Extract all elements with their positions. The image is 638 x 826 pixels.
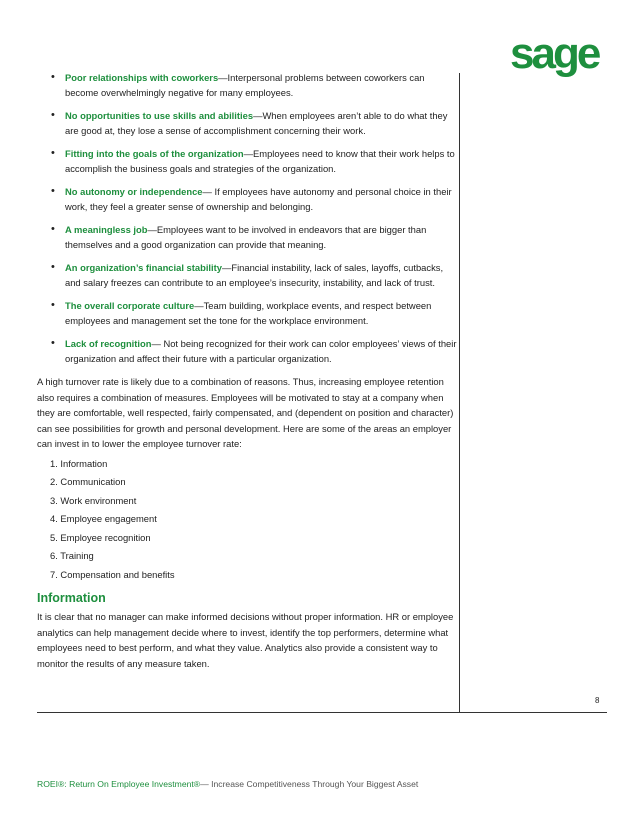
bullet-text: — Not being recognized for their work can color employees’ views of their organization and affect their future with a particular organization. bbox=[65, 338, 457, 364]
bullet-item bbox=[37, 260, 457, 290]
area-item: 3. Work environment bbox=[50, 494, 137, 506]
bullet-term: An organization’s financial stability bbox=[65, 262, 222, 273]
section-body: It is clear that no manager can make informed decisions without proper information. HR or employee analytics can help management decide where to invest, identify the top performers, determine what employees need to best perform, and what they value. Analytics also provide a consistent way to monitor the results of any measure taken. bbox=[37, 611, 454, 669]
area-item: 1. Information bbox=[50, 457, 108, 469]
footer-divider bbox=[37, 712, 607, 713]
bullet-term: A meaningless job bbox=[65, 224, 148, 235]
bullet-item bbox=[37, 70, 457, 100]
page-number: 8 bbox=[595, 696, 600, 705]
main-content bbox=[37, 70, 457, 677]
area-item: 6. Training bbox=[50, 550, 94, 562]
bullet-item bbox=[37, 146, 457, 176]
bullet-dot-icon: • bbox=[51, 299, 55, 311]
area-item: 5. Employee recognition bbox=[50, 531, 151, 543]
bullet-text: —Employees want to be involved in endeavors that are bigger than themselves and a good organization can provide that meaning. bbox=[65, 224, 427, 250]
area-item: 2. Communication bbox=[50, 476, 126, 488]
bullet-dot-icon: • bbox=[51, 337, 55, 349]
area-item: 4. Employee engagement bbox=[50, 513, 157, 525]
bullet-text: —Employees need to know that their work helps to accomplish the business goals and strategies of the organization. bbox=[65, 148, 455, 174]
bullet-text: —Interpersonal problems between coworkers can become overwhelmingly negative for many employees. bbox=[65, 72, 425, 98]
bullet-dot-icon: • bbox=[51, 109, 55, 121]
turnover-reasons-list bbox=[37, 70, 457, 366]
bullet-dot-icon: • bbox=[51, 71, 55, 83]
bullet-dot-icon: • bbox=[51, 223, 55, 235]
area-item: 7. Compensation and benefits bbox=[50, 569, 175, 581]
sage-logo bbox=[510, 30, 606, 80]
bullet-dot-icon: • bbox=[51, 261, 55, 273]
column-divider bbox=[459, 73, 460, 713]
bullet-term: Fitting into the goals of the organization bbox=[65, 148, 244, 159]
bullet-text: — If employees have autonomy and personal choice in their work, they feel a greater sense of ownership and belonging. bbox=[65, 186, 452, 212]
bullet-term: No opportunities to use skills and abilities bbox=[65, 110, 254, 121]
svg-text:sage: sage bbox=[510, 30, 599, 78]
footer-text bbox=[37, 779, 418, 789]
bullet-term: Lack of recognition bbox=[65, 338, 152, 349]
investment-areas-list bbox=[37, 458, 457, 582]
bullet-item bbox=[37, 336, 457, 366]
bullet-item bbox=[37, 298, 457, 328]
bullet-item bbox=[37, 222, 457, 252]
footer-tail: — Increase Competitiveness Through Your Biggest Asset bbox=[200, 779, 419, 789]
bullet-dot-icon: • bbox=[51, 147, 55, 159]
bullet-text: —Financial instability, lack of sales, layoffs, cutbacks, and salary freezes can contribute to an employee’s insecurity, instability, and lack of trust. bbox=[65, 262, 444, 288]
bullet-text: —When employees aren’t able to do what they are good at, they lose a sense of accomplishment concerning their work. bbox=[65, 110, 448, 136]
bullet-item bbox=[37, 184, 457, 214]
bullet-term: The overall corporate culture bbox=[65, 300, 195, 311]
bullet-dot-icon: • bbox=[51, 185, 55, 197]
bullet-text: —Team building, workplace events, and respect between employees and management set the tone for the workplace environment. bbox=[65, 300, 432, 326]
footer-lead: ROEI®: Return On Employee Investment® bbox=[37, 779, 201, 789]
bullet-term: Poor relationships with coworkers bbox=[65, 72, 219, 83]
section-heading: Information bbox=[37, 591, 106, 606]
bullet-item bbox=[37, 108, 457, 138]
intro-paragraph: A high turnover rate is likely due to a combination of reasons. Thus, increasing employee retention also requires a combination of measures. Employees will be motivated to stay at a company when they are comfortable, well respected, fairly compensated, and (dependent on position and character) can see possibilities for growth and personal development. Here are some of the areas an employer can invest in to lower the employee turnover rate: bbox=[37, 376, 454, 449]
bullet-term: No autonomy or independence bbox=[65, 186, 203, 197]
